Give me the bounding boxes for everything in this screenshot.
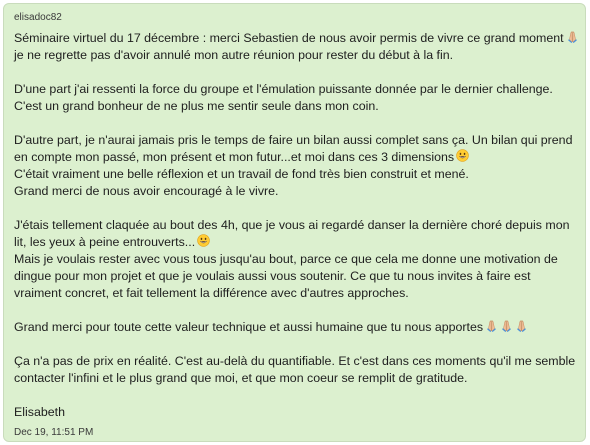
message-line-text: J'étais tellement claquée au bout des 4h, que je vous ai regardé danser la dernière choré depuis mon (14, 218, 570, 232)
message-line-text: C'était vraiment une belle réflexion et un travail de fond très bien construit et mené. (14, 167, 469, 181)
message-line (14, 370, 575, 387)
message-line (14, 81, 575, 98)
message-line-text: Ça n'a pas de prix en réalité. C'est au-delà du quantifiable. Et c'est dans ces moments qu'il me semble (14, 354, 576, 368)
message-line-text: Elisabeth (14, 405, 65, 419)
message-line (14, 251, 575, 268)
message-line-text: C'est un grand bonheur de ne plus me sentir seule dans mon coin. (14, 99, 379, 113)
message-line-text: vraiment concret, et fait tellement la différence avec d'autres approches. (14, 286, 409, 300)
message-line (14, 353, 575, 370)
message-paragraph (14, 30, 575, 64)
message-line-text: Grand merci pour toute cette valeur technique et aussi humaine que tu nous apportes (14, 320, 484, 334)
message-paragraph (14, 81, 575, 115)
message-line (14, 319, 575, 336)
message-paragraph (14, 353, 575, 387)
message-paragraph (14, 217, 575, 302)
message-line-text: contacter l'infini et le plus grand que moi, et que mon coeur se remplit de gratitude. (14, 371, 468, 385)
message-body (14, 30, 575, 421)
message-line (14, 285, 575, 302)
message-line (14, 404, 575, 421)
message-line (14, 149, 575, 166)
message-line-text: D'une part j'ai ressenti la force du groupe et l'émulation puissante donnée par le dernier challenge. (14, 82, 553, 96)
message-line (14, 166, 575, 183)
message-line-text: je ne regrette pas d'avoir annulé mon autre réunion pour rester du début à la fin. (14, 48, 454, 62)
message-line (14, 30, 575, 47)
message-line (14, 268, 575, 285)
message-line (14, 98, 575, 115)
folded-hands-emoji (566, 30, 579, 43)
message-line-text: D'autre part, je n'aurai jamais pris le temps de faire un bilan aussi complet sans ça. Un bilan qui prend (14, 133, 573, 147)
message-line (14, 47, 575, 64)
message-paragraph (14, 404, 575, 421)
message-line (14, 234, 575, 251)
folded-hands-emoji (500, 319, 513, 332)
grinning-face-emoji (456, 149, 469, 162)
message-line-text: en compte mon passé, mon présent et mon futur...et moi dans ces 3 dimensions (14, 150, 455, 164)
folded-hands-emoji (485, 319, 498, 332)
grinning-face-emoji (197, 234, 210, 247)
message-line-text: Séminaire virtuel du 17 décembre : merci Sebastien de nous avoir permis de vivre ce grand moment (14, 31, 564, 45)
message-line-text: Grand merci de nous avoir encouragé à le vivre. (14, 184, 279, 198)
message-line-text: Mais je voulais rester avec vous tous jusqu'au bout, parce ce que cela me donne une motivation de (14, 252, 558, 266)
message-line (14, 132, 575, 149)
message-timestamp: Dec 19, 11:51 PM (14, 427, 94, 438)
folded-hands-emoji (515, 319, 528, 332)
message-paragraph (14, 132, 575, 200)
message-line-text: dingue pour mon projet et que je voulais aussi vous soutenir. Ce que tu nous invites à faire est (14, 269, 531, 283)
message-line-text: lit, les yeux à peine entrouverts... (14, 235, 196, 249)
message-paragraph (14, 319, 575, 336)
message-line (14, 217, 575, 234)
message-bubble (3, 3, 586, 442)
message-line (14, 183, 575, 200)
message-author: elisadoc82 (14, 12, 62, 23)
